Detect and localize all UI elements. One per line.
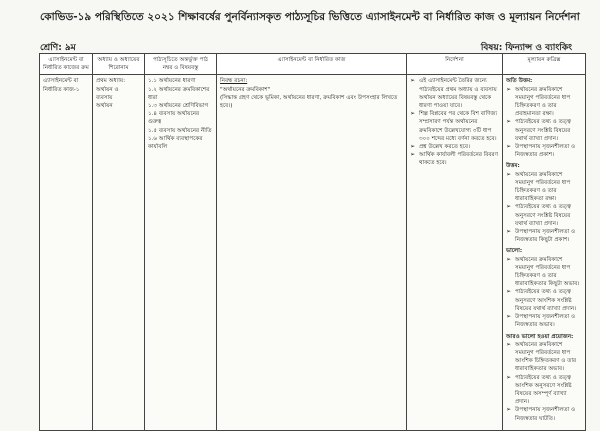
header-chapter: অধ্যায় ও অধ্যায়ের শিরোনাম xyxy=(93,54,145,75)
rubric-item: ➢ অর্থায়নের ক্রমবিকাশে সময়ানুগ পরিবর্তনের ধাপ চিহ্নিতকরণ ও তার ধারাবাহিকতার কিছুটা অভাব। xyxy=(506,256,582,289)
table-header-row xyxy=(40,54,586,75)
instruction-item: ➢ প্রশ্ন উল্লেখ করতে হবে। xyxy=(410,143,499,151)
chapter-line: প্রথম অধ্যায়: xyxy=(96,78,126,85)
rubric-item: ➢ উপস্থাপনায় সৃজনশীলতা ও নিজস্বতার অভাব। xyxy=(506,313,582,329)
instruction-item: ➢ আর্থিক কার্যাবলী পরিবর্তনের বিবরণ থাকতে হবে। xyxy=(410,151,499,167)
header-task-no: এ্যাসাইনমেন্ট বা নির্ধারিত কাজের ক্রম xyxy=(40,54,93,75)
header-rubric: মূল্যায়ন রুব্রিক্স xyxy=(503,54,586,75)
rubric-item: ➢ অর্থায়নের ক্রমবিকাশে সময়ানুগ পরিবর্তনের ধাপ চিহ্নিতকরণ ও তার ধারাবাহিকতা রক্ষা। xyxy=(506,171,582,204)
header-assignment: এ্যাসাইনমেন্ট বা নির্ধারিত কাজ xyxy=(217,54,407,75)
subject-label: বিষয়: ফিন্যান্স ও ব্যাংকিং xyxy=(480,43,572,53)
lesson-item: ১.৫ ব্যবসায় অর্থায়নের নীতি xyxy=(148,127,212,134)
lesson-item: ১.১ অর্থায়নের ধারণা xyxy=(148,78,196,85)
assignment-hint: (সিদ্ধান্ত গ্রহণ থেকে ভূমিকা, অর্থায়নের ধারণা, ক্রমবিকাশ এবং উপসংহার লিখতে হবে।) xyxy=(220,94,398,110)
rubric-grade: ভালো: xyxy=(506,248,523,255)
assignment-topic: "অর্থায়নের ক্রমবিকাশ" xyxy=(220,86,271,93)
table-row xyxy=(40,75,586,431)
rubric-item: ➢ অর্থায়নের ক্রমবিকাশে সময়ানুগ পরিবর্তনের ধাপ আংশিক চিহ্নিতকরণ ও তার ধারাবাহিকতার অভাব। xyxy=(506,341,582,374)
rubric-grade: আরও ভালো হওয়া প্রয়োজন: xyxy=(506,333,574,340)
rubric-item: ➢ পাঠ্যবইয়ের তথ্য ও তত্ত্ব অনুসরণে সংশ্লিষ্ট বিষয়ের যথার্থ ব্যাখ্যা প্রদান। xyxy=(506,203,582,228)
cell-instructions xyxy=(407,75,503,431)
header-instructions: নির্দেশনা xyxy=(407,54,503,75)
instruction-item: ➢ এই এ্যাসাইনমেন্ট তৈরির জন্যে পাঠ্যবইয়ের প্রথম অধ্যায় ও ব্যবসায় অর্থায়ন অধ্যায়ের বিষয়বস্তু থেকে ধারণা পাওয়া যাবে। xyxy=(410,77,499,110)
lesson-item: ১.৪ ব্যবসায় অর্থায়নের গুরুত্ব xyxy=(148,111,200,126)
chapter-line: অর্থায়ন ও xyxy=(96,86,119,93)
rubric-item: ➢ পাঠ্যবইয়ের তথ্য ও তত্ত্ব অনুসরণে আংশিক সংশ্লিষ্ট বিষয়ের যথার্থ ব্যাখ্যা প্রদান। xyxy=(506,288,582,313)
header-lessons: পাঠ্যসূচিতে অন্তর্ভুক্ত পাঠ নম্বর ও বিষয়বস্তু xyxy=(145,54,217,75)
cell-task-no xyxy=(40,75,93,431)
cell-assignment xyxy=(217,75,407,431)
assignment-table xyxy=(39,53,586,431)
class-label: শ্রেণি: ৯ম xyxy=(40,43,76,53)
cell-lessons xyxy=(145,75,217,431)
rubric-item: ➢ অর্থায়নের ক্রমবিকাশে সময়ানুগ পরিবর্তনের ধাপ চিহ্নিতকরণ ও তার প্রবাহমানতা রক্ষা। xyxy=(506,86,582,119)
chapter-line: ব্যবসায় xyxy=(96,94,113,101)
rubric-item: ➢ পাঠ্যবইয়ের তথ্য ও তত্ত্ব আংশিক অনুসরণে সংশ্লিষ্ট বিষয়ের অসম্পূর্ণ ব্যাখ্যা প্রদান। xyxy=(506,374,582,407)
rubric-item: ➢ উপস্থাপনায় সৃজনশীলতা ও নিজস্বতার কিছুটা প্রকাশ। xyxy=(506,228,582,244)
lesson-item: ১.৩ অর্থায়নের শ্রেণিবিভাগ xyxy=(148,103,209,110)
lesson-item: ১.২ অর্থায়নের ক্রমবিকাশের ধারা xyxy=(148,86,210,101)
cell-chapter xyxy=(93,75,145,431)
assignment-label: নিবন্ধ রচনা: xyxy=(220,78,248,85)
cell-rubric xyxy=(503,75,586,431)
document-title: কোভিড-১৯ পরিস্থিতিতে ২০২১ শিক্ষাবর্ষের পুনর্বিন্যাসকৃত পাঠ্যসূচির ভিত্তিতে এ্যাসাইনমেন্ট বা নির্ধারিত কাজ ও মূল্যায়ন নির্দেশনা xyxy=(40,11,580,23)
task-no-text: এ্যাসাইনমেন্ট বা নির্ধারিত কাজ-১ xyxy=(43,78,80,93)
rubric-item: ➢ উপস্থাপনায় সৃজনশীলতা ও নিজস্বতার ঘাটতি। xyxy=(506,406,582,422)
rubric-grade: অতি উত্তম: xyxy=(506,78,533,85)
rubric-item: ➢ পাঠ্যবইয়ের তথ্য ও তত্ত্ব অনুসরণে সংশ্লিষ্ট বিষয়ের যথার্থ ব্যাখ্যা প্রদান। xyxy=(506,118,582,143)
lesson-item: ১.৬ আর্থিক ব্যবস্থাপকের কার্যাবলি xyxy=(148,135,203,151)
rubric-grade: উত্তম: xyxy=(506,163,520,170)
chapter-line: অর্থায়ন xyxy=(96,103,113,110)
rubric-item: ➢ উপস্থাপনায় সৃজনশীলতা ও নিজস্বতার প্রকাশ। xyxy=(506,143,582,159)
instruction-item: ➢ শিল্প বিপ্লবের পর থেকে বিশ বাণিজ্য সম্প্রসারণ পর্যন্ত অর্থায়নের ক্রমবিকাশে উল্লেখযোগ্য ৩টি ধাপ ৩০০ শব্দের মধ্যে বর্ণনা করতে হবে। xyxy=(410,110,499,143)
